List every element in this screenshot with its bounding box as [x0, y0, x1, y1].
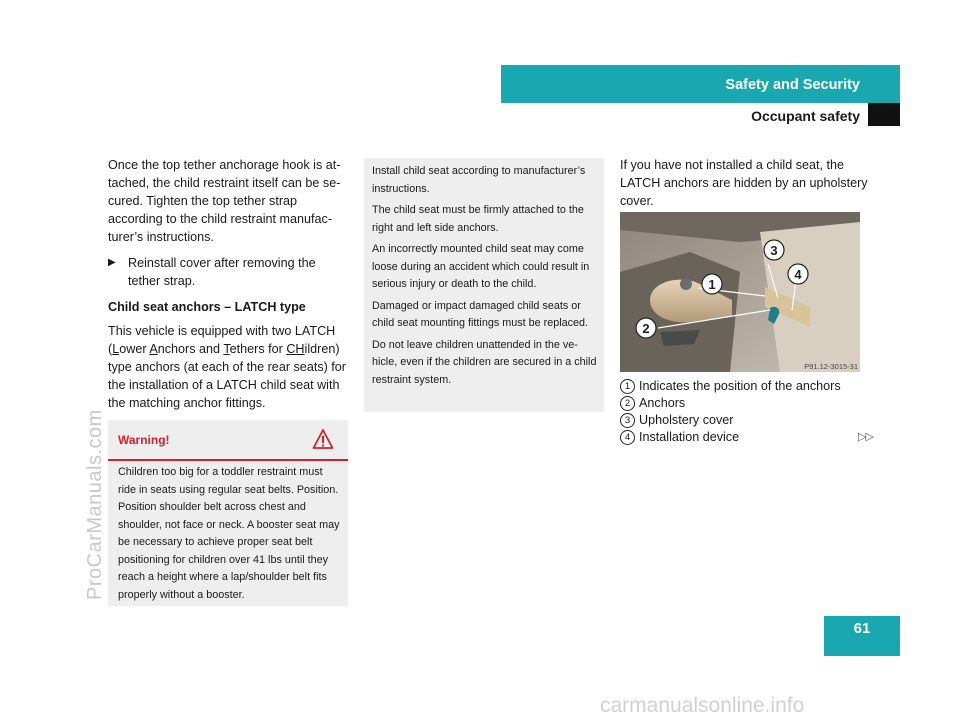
svg-text:3: 3 — [770, 243, 778, 258]
page-number-box — [824, 616, 900, 656]
info-paragraph-5: Do not leave children unattended in the vehicle, even if the children are secured in a child restraint system. — [372, 338, 597, 386]
seat-illustration — [620, 212, 860, 372]
info-paragraph-4: Damaged or impact damaged child seats or child seat mounting fittings must be replaced. — [372, 299, 589, 329]
latch-subheading: Child seat anchors – LATCH type — [108, 300, 306, 314]
info-box — [364, 158, 604, 412]
legend-item — [620, 429, 870, 446]
warning-box — [108, 420, 348, 606]
right-column — [620, 156, 870, 210]
section-title: Safety and Security — [725, 77, 860, 93]
latch-anchor-figure — [620, 212, 860, 372]
legend-text: Indicates the position of the anchors — [639, 379, 841, 393]
warning-title: Warning! — [118, 433, 170, 447]
header-marker-block — [868, 103, 900, 126]
tether-paragraph: Once the top tether anchorage hook is attached, the child restraint itself can be secured. Tighten the top tether strap according to the child restraint manufacturer’s instructions. — [108, 158, 341, 244]
watermark-carmanualsonline: carmanualsonline.info — [600, 694, 805, 717]
figure-legend — [620, 378, 870, 446]
bullet-text: Reinstall cover after removing the tether strap. — [128, 256, 316, 288]
warning-triangle-icon — [312, 428, 334, 450]
section-header-bar — [501, 65, 900, 103]
callout-4 — [788, 264, 808, 284]
watermark-procarmanuals: ProCarManuals.com — [84, 409, 106, 600]
page-number: 61 — [853, 620, 871, 637]
legend-number: 1 — [620, 379, 635, 394]
legend-item — [620, 378, 870, 395]
legend-text: Installation device — [639, 430, 740, 444]
svg-text:2: 2 — [642, 321, 650, 336]
subsection-title: Occupant safety — [751, 108, 860, 124]
legend-number: 2 — [620, 396, 635, 411]
info-paragraph-1: Install child seat according to manufacturer’s instructions. — [372, 165, 586, 195]
latch-paragraph: This vehicle is equipped with two LATCH (Lower Anchors and Tethers for CHildren) type anchors (at each of the rear seats) for the installation of a LATCH child seat with the matching anchor fittings. — [108, 324, 347, 410]
svg-text:4: 4 — [794, 267, 802, 282]
warning-text: Children too big for a toddler restraint must ride in seats using regular seat belts. Position. Position shoulder belt across chest and shoulder, not face or neck. A booster seat may be necessary to achieve proper seat belt positioning for children over 41 lbs until they reach a height where a lap/shoulder belt fits properly without a booster. — [118, 466, 340, 601]
callout-2 — [636, 318, 656, 338]
callout-3 — [764, 240, 784, 260]
svg-text:1: 1 — [708, 277, 716, 292]
legend-number: 4 — [620, 430, 635, 445]
callout-1 — [702, 274, 722, 294]
continue-arrows-icon: ▷▷ — [858, 431, 873, 443]
legend-text: Anchors — [639, 396, 686, 410]
upholstery-paragraph: If you have not installed a child seat, the LATCH anchors are hidden by an upholstery cover. — [620, 158, 868, 208]
legend-item — [620, 395, 870, 412]
warning-header — [108, 420, 348, 461]
figure-code: P91.12-3015-31 — [804, 362, 858, 371]
legend-text: Upholstery cover — [639, 413, 734, 427]
bullet-arrow-icon: ▶ — [108, 257, 116, 268]
left-column — [108, 156, 348, 420]
info-paragraph-2: The child seat must be firmly attached to the right and left side anchors. — [372, 204, 584, 234]
legend-number: 3 — [620, 413, 635, 428]
info-paragraph-3: An incorrectly mounted child seat may come loose during an accident which could result in serious injury or death to the child. — [372, 243, 590, 290]
bullet-item — [108, 254, 348, 290]
legend-item — [620, 412, 870, 429]
